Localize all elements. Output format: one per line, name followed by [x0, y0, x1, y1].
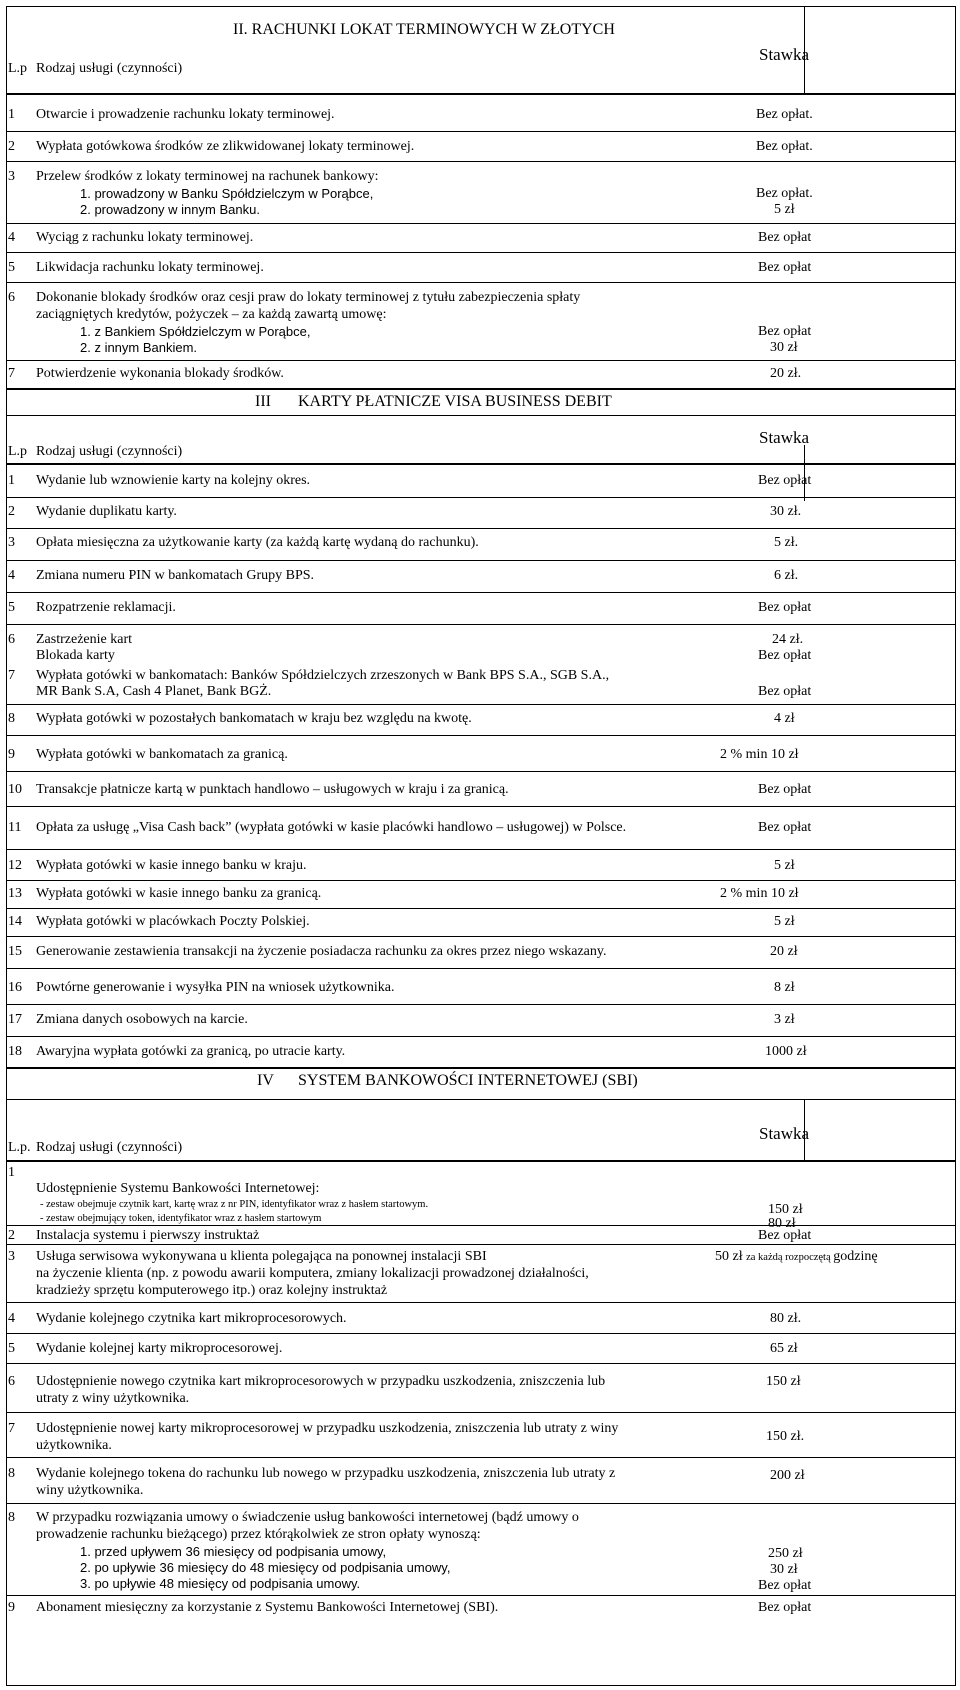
row-divider [6, 624, 956, 625]
row-rate: Bez opłat [758, 782, 812, 797]
column-header-service: Rodzaj usługi (czynności) [36, 444, 183, 459]
row-number: 3 [8, 169, 15, 184]
row-service: Zastrzeżenie kart [36, 632, 132, 647]
row-service-cont: kradzieży sprzętu komputerowego itp.) oraz kolejny instruktaż [36, 1283, 388, 1298]
row-divider [6, 560, 956, 561]
row-service: Zmiana danych osobowych na karcie. [36, 1012, 248, 1027]
row-divider [6, 735, 956, 736]
row-rate: 5 zł [774, 858, 795, 873]
row-divider [6, 771, 956, 772]
row-rate: 2 % min 10 zł [720, 886, 799, 901]
row-subitem: 1. z Bankiem Spółdzielczym w Porąbce, [80, 324, 311, 339]
row-service-cont: utraty z winy użytkownika. [36, 1391, 190, 1406]
row-service-cont: użytkownika. [36, 1438, 112, 1453]
row-divider [6, 223, 956, 224]
column-header-lp: L.p. [8, 1140, 31, 1155]
row-number: 8 [8, 1466, 15, 1481]
column-header-service: Rodzaj usługi (czynności) [36, 1140, 183, 1155]
row-rate: 250 zł [768, 1546, 803, 1561]
row-rate: Bez opłat [758, 473, 812, 488]
section-title: SYSTEM BANKOWOŚCI INTERNETOWEJ (SBI) [298, 1072, 638, 1089]
row-number: 17 [8, 1012, 22, 1027]
row-subitem: 1. prowadzony w Banku Spółdzielczym w Porąbce, [80, 186, 374, 201]
row-rate: 150 zł [766, 1374, 801, 1389]
row-service: Likwidacja rachunku lokaty terminowej. [36, 260, 264, 275]
row-rate: Bez opłat [758, 1578, 812, 1593]
row-service: Zmiana numeru PIN w bankomatach Grupy BPS. [36, 568, 315, 583]
row-service: Usługa serwisowa wykonywana u klienta polegająca na ponownej instalacji SBI [36, 1249, 487, 1264]
row-divider [6, 592, 956, 593]
row-number: 1 [8, 107, 15, 122]
row-rate: 5 zł. [774, 535, 799, 550]
row-rate: Bez opłat [758, 820, 812, 835]
row-divider [6, 908, 956, 909]
row-subitem: 1. przed upływem 36 miesięcy od podpisania umowy, [80, 1544, 387, 1559]
row-number: 5 [8, 600, 15, 615]
section-divider [6, 1067, 956, 1069]
row-divider [6, 1244, 956, 1245]
row-service: Awaryjna wypłata gotówki za granicą, po utracie karty. [36, 1044, 346, 1059]
row-rate: Bez opłat. [756, 186, 813, 201]
row-rate: 20 zł [770, 944, 798, 959]
row-number: 9 [8, 747, 15, 762]
row-service: Udostępnienie Systemu Bankowości Internetowej: [36, 1181, 320, 1196]
row-number: 1 [8, 473, 15, 488]
rate-unit: godzinę [833, 1249, 878, 1264]
row-service: Abonament miesięczny za korzystanie z Systemu Bankowości Internetowej (SBI). [36, 1600, 499, 1615]
row-rate: 200 zł [770, 1468, 805, 1483]
row-service: Transakcje płatnicze kartą w punktach handlowo – usługowych w kraju i za granicą. [36, 782, 509, 797]
row-number: 7 [8, 366, 15, 381]
row-number: 14 [8, 914, 22, 929]
row-service: Wypłata gotówki w pozostałych bankomatach w kraju bez względu na kwotę. [36, 711, 472, 726]
row-number: 2 [8, 504, 15, 519]
row-rate: 24 zł. [772, 632, 804, 647]
row-service: Wypłata gotówkowa środków ze zlikwidowanej lokaty terminowej. [36, 139, 415, 154]
row-subitem: - zestaw obejmujący token, identyfikator wraz z hasłem startowym [40, 1213, 322, 1224]
row-subitem: 3. po upływie 48 miesięcy od podpisania umowy. [80, 1576, 361, 1591]
row-number: 11 [8, 820, 22, 835]
row-number: 15 [8, 944, 22, 959]
section-divider [6, 388, 956, 390]
row-number: 10 [8, 782, 22, 797]
row-service: Przelew środków z lokaty terminowej na rachunek bankowy: [36, 169, 379, 184]
row-rate: 6 zł. [774, 568, 799, 583]
row-divider [6, 968, 956, 969]
row-number: 6 [8, 290, 15, 305]
row-divider [6, 1333, 956, 1334]
row-rate: Bez opłat [758, 684, 812, 699]
row-divider [6, 936, 956, 937]
row-service-cont: Blokada karty [36, 648, 115, 663]
row-service: Wypłata gotówki w placówkach Poczty Polskiej. [36, 914, 310, 929]
row-rate: Bez opłat [758, 1600, 812, 1615]
row-divider [6, 806, 956, 807]
row-rate [715, 1249, 878, 1266]
row-service: Wydanie duplikatu karty. [36, 504, 177, 519]
rate-note: za każdą rozpoczętą [746, 1252, 834, 1263]
column-header-rate: Stawka [759, 45, 810, 64]
row-divider [6, 1363, 956, 1364]
section-divider [6, 415, 956, 416]
row-service: Wyciąg z rachunku lokaty terminowej. [36, 230, 254, 245]
row-divider [6, 497, 956, 498]
row-divider [6, 161, 956, 162]
row-divider [6, 704, 956, 705]
row-service: Wypłata gotówki w bankomatach za granicą. [36, 747, 288, 762]
row-subitem: 2. z innym Bankiem. [80, 340, 198, 355]
row-rate: Bez opłat [758, 648, 812, 663]
row-service-cont: MR Bank S.A, Cash 4 Planet, Bank BGŻ. [36, 684, 272, 699]
column-header-rate: Stawka [759, 1124, 810, 1143]
row-service: Wydanie kolejnego tokena do rachunku lub nowego w przypadku uszkodzenia, zniszczenia lub utraty z [36, 1466, 616, 1481]
row-subitem: 2. prowadzony w innym Banku. [80, 202, 260, 217]
row-rate: 30 zł. [770, 504, 802, 519]
row-number: 6 [8, 632, 15, 647]
row-service: Wydanie lub wznowienie karty na kolejny okres. [36, 473, 311, 488]
row-divider [6, 282, 956, 283]
row-number: 18 [8, 1044, 22, 1059]
section-number: III [255, 393, 271, 410]
row-rate: 1000 zł [765, 1044, 807, 1059]
row-service: Wypłata gotówki w kasie innego banku w kraju. [36, 858, 307, 873]
row-service-cont: prowadzenie rachunku bieżącego) przez którąkolwiek ze stron opłaty wynoszą: [36, 1527, 481, 1542]
row-divider [6, 252, 956, 253]
row-rate: 80 zł. [770, 1311, 802, 1326]
row-divider [6, 1225, 956, 1226]
row-service-cont: winy użytkownika. [36, 1483, 144, 1498]
row-rate: 20 zł. [770, 366, 802, 381]
row-service: Opłata miesięczna za użytkowanie karty (za każdą kartę wydaną do rachunku). [36, 535, 479, 550]
row-service: Instalacja systemu i pierwszy instruktaż [36, 1228, 260, 1243]
row-service: Udostępnienie nowego czytnika kart mikroprocesorowych w przypadku uszkodzenia, zniszczenia lub [36, 1374, 606, 1389]
row-rate: 30 zł [770, 340, 798, 355]
row-rate: 150 zł. [766, 1429, 805, 1444]
row-rate: 80 zł [768, 1216, 796, 1231]
row-rate: 5 zł [774, 914, 795, 929]
row-number: 13 [8, 886, 22, 901]
row-number: 4 [8, 230, 15, 245]
row-divider [6, 1412, 956, 1413]
row-divider [6, 1457, 956, 1458]
row-subitem: 2. po upływie 36 miesięcy do 48 miesięcy od podpisania umowy, [80, 1560, 451, 1575]
row-service: Rozpatrzenie reklamacji. [36, 600, 176, 615]
row-service: Opłata za usługę „Visa Cash back” (wypłata gotówki w kasie placówki handlowo – usługowej) w Polsce. [36, 820, 627, 835]
row-rate: 2 % min 10 zł [720, 747, 799, 762]
row-service-cont: na życzenie klienta (np. z powodu awarii komputera, zmiany lokalizacji prowadzonej działalności, [36, 1266, 589, 1281]
row-rate: Bez opłat. [756, 107, 813, 122]
row-divider [6, 849, 956, 850]
row-service: Wypłata gotówki w bankomatach: Banków Spółdzielczych zrzeszonych w Bank BPS S.A., SGB S.A., [36, 668, 610, 683]
row-number: 3 [8, 535, 15, 550]
row-number: 12 [8, 858, 22, 873]
row-rate: Bez opłat [758, 600, 812, 615]
row-rate: Bez opłat. [756, 139, 813, 154]
row-service: Powtórne generowanie i wysyłka PIN na wniosek użytkownika. [36, 980, 395, 995]
row-number: 1 [8, 1165, 15, 1180]
column-header-service: Rodzaj usługi (czynności) [36, 61, 183, 76]
row-number: 4 [8, 1311, 15, 1326]
row-number: 7 [8, 1421, 15, 1436]
row-service: Udostępnienie nowej karty mikroprocesorowej w przypadku uszkodzenia, zniszczenia lub utraty z winy [36, 1421, 619, 1436]
row-service: Wypłata gotówki w kasie innego banku za granicą. [36, 886, 322, 901]
row-service: Wydanie kolejnego czytnika kart mikroprocesorowych. [36, 1311, 347, 1326]
row-service: Dokonanie blokady środków oraz cesji praw do lokaty terminowej z tytułu zabezpieczenia spłaty [36, 290, 581, 305]
row-rate: 150 zł [768, 1202, 803, 1217]
row-rate: 65 zł [770, 1341, 798, 1356]
row-number: 6 [8, 1374, 15, 1389]
row-rate: 30 zł [770, 1562, 798, 1577]
row-service: Generowanie zestawienia transakcji na życzenie posiadacza rachunku za okres przez niego wskazany. [36, 944, 607, 959]
row-rate: 3 zł [774, 1012, 795, 1027]
row-rate: 4 zł [774, 711, 795, 726]
row-divider [6, 1595, 956, 1596]
header-divider [6, 463, 956, 465]
row-rate: Bez opłat [758, 260, 812, 275]
header-divider [6, 93, 956, 95]
row-rate: 8 zł [774, 980, 795, 995]
column-header-rate: Stawka [759, 428, 810, 447]
column-header-lp: L.p [8, 61, 28, 76]
row-service: Potwierdzenie wykonania blokady środków. [36, 366, 284, 381]
row-rate: 5 zł [774, 202, 795, 217]
row-number: 2 [8, 1228, 15, 1243]
row-number: 4 [8, 568, 15, 583]
rate-amount: 50 zł [715, 1249, 747, 1264]
row-divider [6, 528, 956, 529]
row-service-cont: zaciągniętych kredytów, pożyczek – za każdą zawartą umowę: [36, 307, 387, 322]
row-service: Otwarcie i prowadzenie rachunku lokaty terminowej. [36, 107, 335, 122]
row-number: 5 [8, 1341, 15, 1356]
section-title: KARTY PŁATNICZE VISA BUSINESS DEBIT [298, 393, 612, 410]
row-number: 3 [8, 1249, 15, 1264]
row-number: 7 [8, 668, 15, 683]
row-number: 9 [8, 1600, 15, 1615]
row-number: 16 [8, 980, 22, 995]
row-rate: Bez opłat [758, 1228, 812, 1243]
section-divider [6, 1099, 956, 1100]
row-number: 8 [8, 711, 15, 726]
row-service: Wydanie kolejnej karty mikroprocesorowej. [36, 1341, 283, 1356]
row-divider [6, 131, 956, 132]
row-number: 5 [8, 260, 15, 275]
column-header-lp: L.p [8, 444, 28, 459]
row-number: 8 [8, 1510, 15, 1525]
row-divider [6, 1503, 956, 1504]
row-divider [6, 360, 956, 361]
row-service: W przypadku rozwiązania umowy o świadczenie usług bankowości internetowej (bądź umowy o [36, 1510, 579, 1525]
row-divider [6, 1036, 956, 1037]
row-subitem: - zestaw obejmuje czytnik kart, kartę wraz z nr PIN, identyfikator wraz z hasłem startowym. [40, 1199, 429, 1210]
row-rate: Bez opłat [758, 324, 812, 339]
row-rate: Bez opłat [758, 230, 812, 245]
row-number: 2 [8, 139, 15, 154]
row-divider [6, 1302, 956, 1303]
section-number: IV [257, 1072, 274, 1089]
header-divider [6, 1160, 956, 1162]
row-divider [6, 1004, 956, 1005]
section-title: II. RACHUNKI LOKAT TERMINOWYCH W ZŁOTYCH [233, 21, 615, 38]
row-divider [6, 880, 956, 881]
